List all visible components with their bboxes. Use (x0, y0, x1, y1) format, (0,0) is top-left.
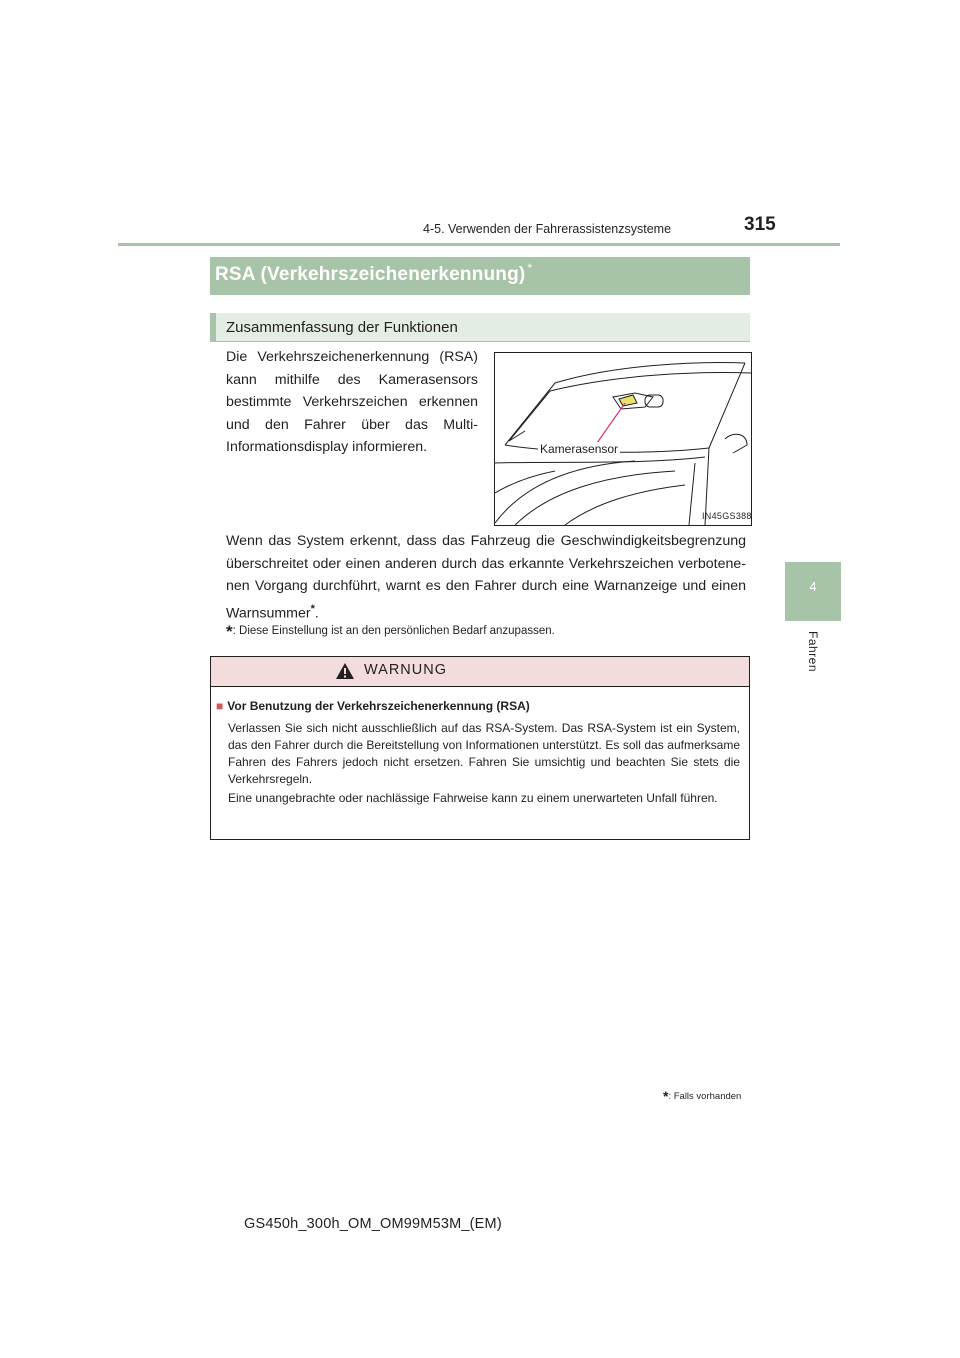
warning-paragraph-2: Eine unangebrachte oder nachlässige Fahrweise kann zu einem unerwarteten Unfall führen. (228, 791, 718, 805)
warning-header (211, 657, 749, 687)
subsection-accent (210, 313, 216, 341)
footnote-text: : Diese Einstellung ist an den persönlichen Bedarf anzupassen. (232, 625, 555, 637)
availability-note (663, 1088, 741, 1104)
subsection-underline (210, 341, 750, 342)
square-bullet-icon: ■ (216, 699, 224, 713)
car-windshield-icon (495, 353, 751, 525)
body-paragraph (226, 530, 746, 625)
footnote (226, 622, 555, 642)
document-code: GS450h_300h_OM_OM99M53M_(EM) (244, 1216, 502, 1232)
figure-code: IN45GS388 (702, 511, 752, 521)
availability-text: : Falls vorhanden (668, 1091, 742, 1102)
warning-title: WARNUNG (364, 662, 447, 678)
warning-item-heading (216, 699, 530, 713)
body-paragraph-text: Wenn das System erkennt, dass das Fahrzeug die Geschwindigkeitsbegrenzung überschreitet oder einen anderen durch das erkannte Verkehrszeichen verbotene-nen Vorgang durchführt, warnt es den Fahrer durch eine Warnanzeige und einen Warnsummer (226, 533, 746, 622)
page-title (215, 261, 533, 286)
subsection-title: Zusammenfassung der Funktionen (226, 319, 458, 336)
warning-triangle-icon (335, 662, 355, 680)
paragraph-end: . (314, 605, 319, 622)
page-title-text: RSA (Verkehrszeichenerkennung) (215, 264, 526, 285)
paragraph-asterisk: * (310, 602, 315, 615)
camera-sensor-label: Kamerasensor (540, 442, 619, 456)
header-divider (118, 243, 840, 246)
page-number: 315 (744, 214, 776, 235)
chapter-label (806, 631, 820, 691)
warning-paragraph-1: Verlassen Sie sich nicht ausschließlich auf das RSA-System. Das RSA-System ist ein System, das den Fahrer durch die Bereitstellung von Informationen unterstützt. Es soll das aufmerksame Fahren des Fahrers jedoch nicht ersetzen. Fahren Sie umsichtig und beachten Sie stets die Verkehrsregeln. (228, 721, 740, 786)
chapter-number: 4 (809, 579, 817, 594)
section-heading: 4-5. Verwenden der Fahrerassistenzsysteme (423, 222, 672, 236)
warning-item-title: Vor Benutzung der Verkehrszeichenerkennung (RSA) (227, 699, 530, 713)
chapter-label-text: Fahren (806, 631, 820, 673)
car-camera-illustration (494, 352, 752, 526)
availability-asterisk: * (663, 1088, 669, 1104)
footnote-asterisk: * (226, 622, 233, 641)
title-asterisk: * (527, 261, 533, 275)
intro-paragraph: Die Verkehrszeichenerkennung (RSA) kann mithilfe des Kamerasensors bestimmte Verkehrszeichen erkennen und den Fahrer über das Multi-Informationsdisplay informieren. (226, 349, 478, 455)
